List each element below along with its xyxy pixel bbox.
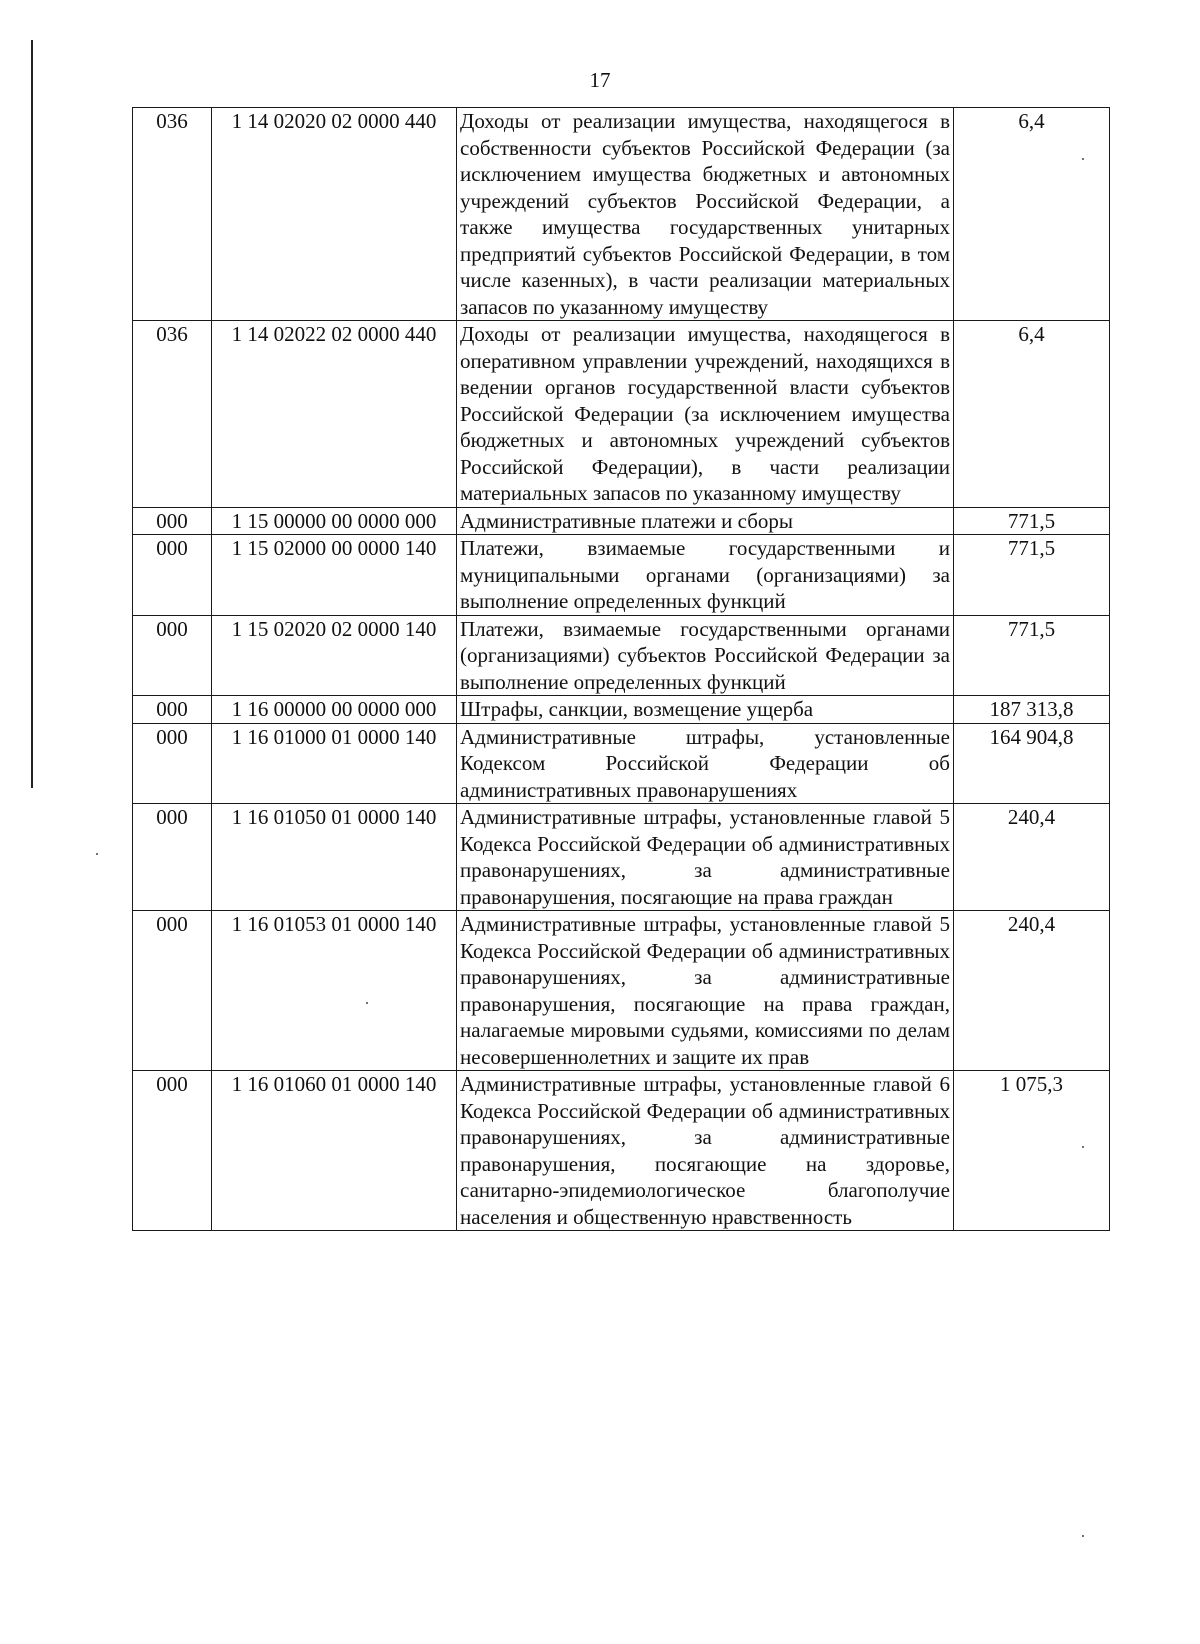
table-row bbox=[133, 911, 1110, 1071]
admin-code-cell: 036 bbox=[133, 321, 212, 508]
table-row bbox=[133, 804, 1110, 911]
budget-code-cell: 1 14 02022 02 0000 440 bbox=[212, 321, 457, 508]
budget-code-cell: 1 16 00000 00 0000 000 bbox=[212, 696, 457, 724]
admin-code-cell: 000 bbox=[133, 911, 212, 1071]
table-row bbox=[133, 1071, 1110, 1231]
budget-code-cell: 1 16 01060 01 0000 140 bbox=[212, 1071, 457, 1231]
table-row bbox=[133, 507, 1110, 535]
table-row bbox=[133, 321, 1110, 508]
amount-cell: 1 075,3 bbox=[954, 1071, 1110, 1231]
amount-cell: 6,4 bbox=[954, 108, 1110, 321]
table-row bbox=[133, 696, 1110, 724]
scan-speck bbox=[96, 853, 98, 855]
admin-code-cell: 000 bbox=[133, 723, 212, 804]
revenue-name-cell: Административные штрафы, установленные Кодексом Российской Федерации об административных правонарушениях bbox=[457, 723, 954, 804]
revenue-name-cell: Административные штрафы, установленные главой 5 Кодекса Российской Федерации об административных правонарушениях, за административные правонарушения, посягающие на права граждан bbox=[457, 804, 954, 911]
revenue-name-cell: Доходы от реализации имущества, находящегося в собственности субъектов Российской Федерации (за исключением имущества бюджетных и автономных учреждений субъектов Российской Федерации, а также имущества государственных унитарных предприятий субъектов Российской Федерации, в том числе казенных), в части реализации материальных запасов по указанному имуществу bbox=[457, 108, 954, 321]
admin-code-cell: 000 bbox=[133, 1071, 212, 1231]
table-row bbox=[133, 535, 1110, 616]
revenue-name-cell: Административные штрафы, установленные главой 6 Кодекса Российской Федерации об административных правонарушениях, за административные правонарушения, посягающие на здоровье, санитарно-эпидемиологическое благополучие населения и общественную нравственность bbox=[457, 1071, 954, 1231]
amount-cell: 164 904,8 bbox=[954, 723, 1110, 804]
budget-code-cell: 1 15 00000 00 0000 000 bbox=[212, 507, 457, 535]
revenue-name-cell: Платежи, взимаемые государственными и муниципальными органами (организациями) за выполнение определенных функций bbox=[457, 535, 954, 616]
revenue-name-cell: Платежи, взимаемые государственными органами (организациями) субъектов Российской Федерации за выполнение определенных функций bbox=[457, 615, 954, 696]
table-row bbox=[133, 723, 1110, 804]
admin-code-cell: 000 bbox=[133, 507, 212, 535]
amount-cell: 771,5 bbox=[954, 615, 1110, 696]
revenue-name-cell: Административные платежи и сборы bbox=[457, 507, 954, 535]
revenue-table bbox=[132, 107, 1110, 1231]
table-row bbox=[133, 108, 1110, 321]
amount-cell: 771,5 bbox=[954, 507, 1110, 535]
budget-code-cell: 1 15 02020 02 0000 140 bbox=[212, 615, 457, 696]
amount-cell: 240,4 bbox=[954, 804, 1110, 911]
admin-code-cell: 000 bbox=[133, 804, 212, 911]
page-number: 17 bbox=[589, 68, 611, 92]
budget-code-cell: 1 16 01053 01 0000 140 bbox=[212, 911, 457, 1071]
admin-code-cell: 036 bbox=[133, 108, 212, 321]
amount-cell: 240,4 bbox=[954, 911, 1110, 1071]
revenue-name-cell: Доходы от реализации имущества, находящегося в оперативном управлении учреждений, находящихся в ведении органов государственной власти субъектов Российской Федерации (за исключением имущества бюджетных и автономных учреждений субъектов Российской Федерации), в части реализации материальных запасов по указанному имуществу bbox=[457, 321, 954, 508]
table-row bbox=[133, 615, 1110, 696]
budget-code-cell: 1 14 02020 02 0000 440 bbox=[212, 108, 457, 321]
amount-cell: 6,4 bbox=[954, 321, 1110, 508]
amount-cell: 187 313,8 bbox=[954, 696, 1110, 724]
budget-code-cell: 1 16 01050 01 0000 140 bbox=[212, 804, 457, 911]
budget-code-cell: 1 15 02000 00 0000 140 bbox=[212, 535, 457, 616]
amount-cell: 771,5 bbox=[954, 535, 1110, 616]
scan-margin-line bbox=[31, 40, 33, 788]
budget-code-cell: 1 16 01000 01 0000 140 bbox=[212, 723, 457, 804]
admin-code-cell: 000 bbox=[133, 696, 212, 724]
revenue-name-cell: Штрафы, санкции, возмещение ущерба bbox=[457, 696, 954, 724]
scan-speck bbox=[1082, 1535, 1084, 1537]
admin-code-cell: 000 bbox=[133, 615, 212, 696]
admin-code-cell: 000 bbox=[133, 535, 212, 616]
revenue-name-cell: Административные штрафы, установленные главой 5 Кодекса Российской Федерации об административных правонарушениях, за административные правонарушения, посягающие на права граждан, налагаемые мировыми судьями, комиссиями по делам несовершеннолетних и защите их прав bbox=[457, 911, 954, 1071]
